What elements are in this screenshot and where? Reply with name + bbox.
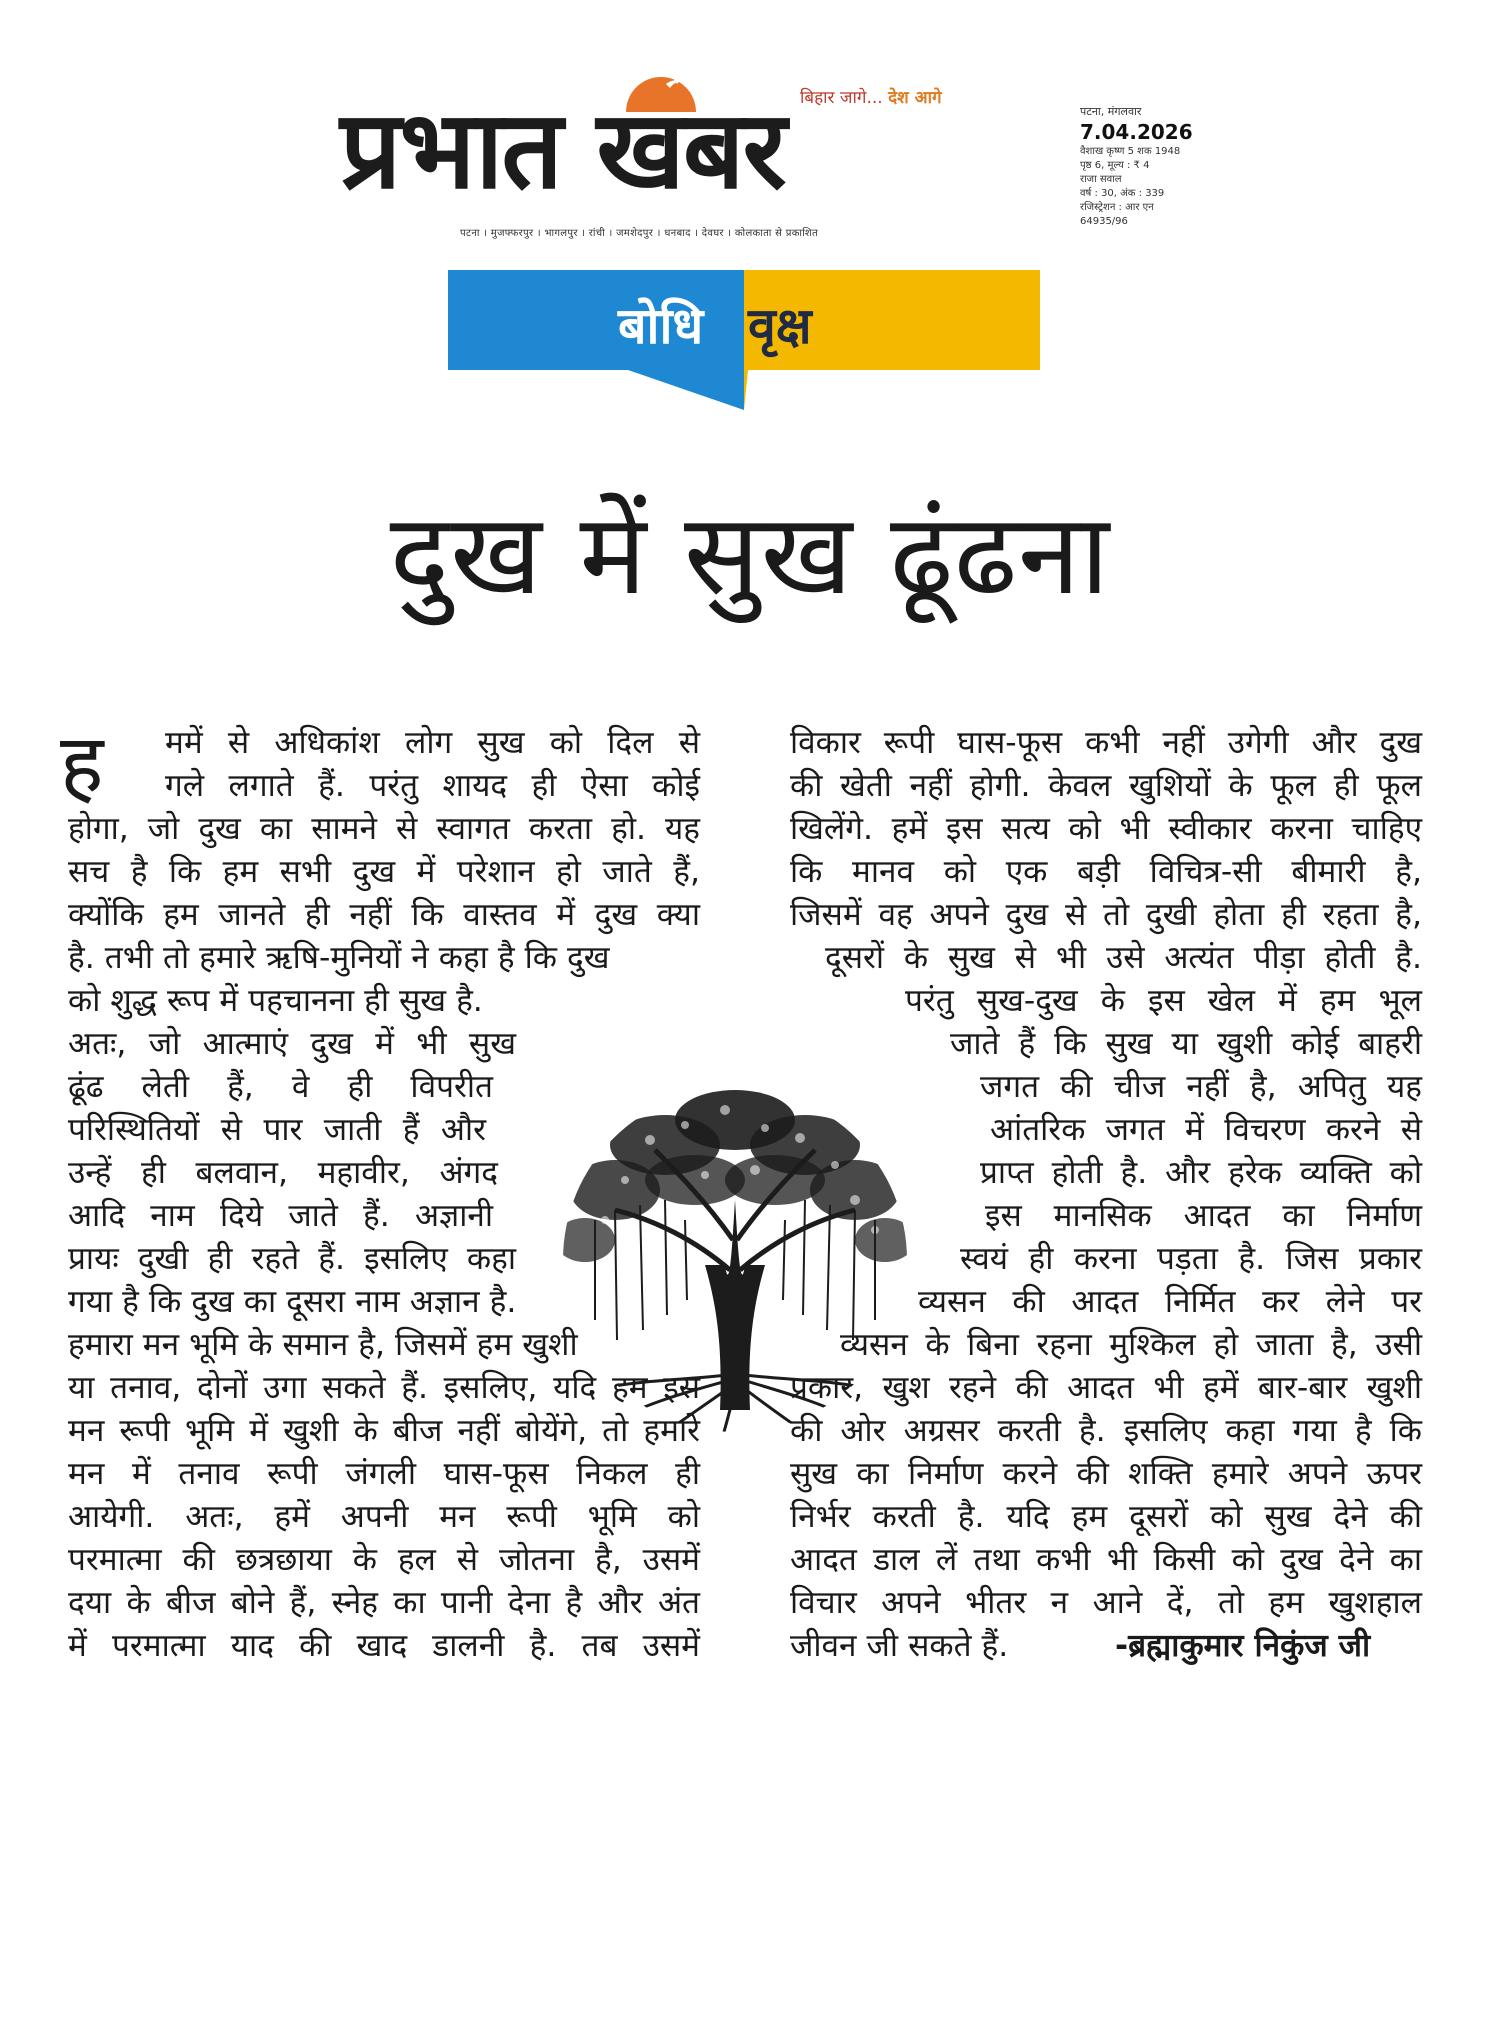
text-line: उन्हें ही बलवान, महावीर, अंगद	[68, 1155, 498, 1191]
text-line: व्यसन के बिना रहना मुश्किल हो जाता है, उसी	[840, 1327, 1422, 1363]
text-line: आदत डाल लें तथा कभी भी किसी को दुख देने का	[790, 1542, 1422, 1578]
date-block	[1080, 105, 1193, 229]
text-line: सच है कि हम सभी दुख में परेशान हो जाते हैं,	[68, 854, 700, 890]
text-line: की ओर अग्रसर करती है. इसलिए कहा गया है कि	[790, 1413, 1422, 1449]
date-line: पृष्ठ 6, मूल्य : ₹ 4	[1080, 160, 1150, 171]
text-line: ढूंढ लेती हैं, वे ही विपरीत	[68, 1069, 493, 1105]
text-line: गया है कि दुख का दूसरा नाम अज्ञान है.	[68, 1284, 517, 1320]
tagline-part2: देश आगे	[888, 88, 942, 108]
drop-cap: ह	[60, 717, 104, 812]
text-line: जाते हैं कि सुख या खुशी कोई बाहरी	[950, 1026, 1422, 1062]
text-line: दूसरों के सुख से भी उसे अत्यंत पीड़ा होती है.	[825, 940, 1422, 976]
date-line: वर्ष : 30, अंक : 339	[1080, 188, 1165, 199]
newspaper-name: प्रभात खबर	[340, 88, 785, 213]
masthead	[340, 70, 960, 280]
text-line: गले लगाते हैं. परंतु शायद ही ऐसा कोई	[165, 768, 700, 804]
text-line: की खेती नहीं होगी. केवल खुशियों के फूल ही फूल	[790, 768, 1422, 804]
text-line: मन में तनाव रूपी जंगली घास-फूस निकल ही	[68, 1456, 700, 1492]
text-line: दया के बीज बोने हैं, स्नेह का पानी देना है और अंत	[68, 1585, 700, 1621]
text-line: है. तभी तो हमारे ऋषि-मुनियों ने कहा है कि दुख	[68, 940, 610, 976]
tagline	[800, 85, 942, 108]
text-line: अतः, जो आत्माएं दुख में भी सुख	[68, 1026, 516, 1062]
text-line: आदि नाम दिये जाते हैं. अज्ञानी	[68, 1198, 493, 1234]
text-line: परंतु सुख-दुख के इस खेल में हम भूल	[905, 983, 1422, 1019]
text-line: आयेगी. अतः, हमें अपनी मन रूपी भूमि को	[68, 1499, 700, 1535]
editions-line: पटना । मुजफ्फरपुर । भागलपुर । रांची । जमशेदपुर । धनबाद । देवघर । कोलकाता से प्रकाशित	[460, 228, 818, 239]
text-line: व्यसन की आदत निर्मित कर लेने पर	[918, 1284, 1422, 1320]
text-line: इस मानसिक आदत का निर्माण	[985, 1198, 1422, 1234]
text-line: प्रायः दुखी ही रहते हैं. इसलिए कहा	[68, 1241, 516, 1277]
date-line: राजा सवाल	[1080, 174, 1122, 185]
text-line: जीवन जी सकते हैं.	[790, 1628, 1009, 1664]
tree-illustration	[555, 1080, 915, 1440]
text-line: विकार रूपी घास-फूस कभी नहीं उगेगी और दुख	[790, 725, 1422, 761]
date-line: रजिस्ट्रेशन : आर एन 64935/96	[1080, 202, 1154, 227]
text-line: हमारा मन भूमि के समान है, जिसमें हम खुशी	[68, 1327, 578, 1363]
city-day: पटना, मंगलवार	[1080, 105, 1142, 118]
text-line: क्योंकि हम जानते ही नहीं कि वास्तव में दुख क्या	[68, 897, 700, 933]
article-headline: दुख में सुख ढूंढना	[389, 490, 1111, 620]
text-line: या तनाव, दोनों उगा सकते हैं. इसलिए, यदि हम इस	[68, 1370, 700, 1406]
date-line: वैशाख कृष्ण 5 शक 1948	[1080, 146, 1181, 157]
author-byline: -ब्रह्माकुमार निकुंज जी	[1115, 1628, 1371, 1664]
text-line: में परमात्मा याद की खाद डालनी है. तब उसमें	[68, 1628, 700, 1664]
text-line: प्रकार, खुश रहने की आदत भी हमें बार-बार खुशी	[790, 1370, 1422, 1406]
section-banner	[448, 270, 1040, 418]
text-line: विचार अपने भीतर न आने दें, तो हम खुशहाल	[790, 1585, 1422, 1621]
text-line: आंतरिक जगत में विचरण करने से	[990, 1112, 1422, 1148]
text-line: खिलेंगे. हमें इस सत्य को भी स्वीकार करना चाहिए	[790, 811, 1422, 847]
text-line: को शुद्ध रूप में पहचानना ही सुख है.	[68, 983, 483, 1019]
banner-word-vriksh: वृक्ष	[748, 297, 812, 355]
text-line: कि मानव को एक बड़ी विचित्र-सी बीमारी है,	[790, 854, 1422, 890]
banner-word-bodhi: बोधि	[618, 297, 704, 355]
issue-date: 7.04.2026	[1080, 120, 1193, 144]
text-line: सुख का निर्माण करने की शक्ति हमारे अपने ऊपर	[790, 1456, 1422, 1492]
text-line: परिस्थितियों से पार जाती हैं और	[68, 1112, 486, 1148]
tagline-part1: बिहार जागे...	[800, 88, 883, 108]
text-line: जगत की चीज नहीं है, अपितु यह	[980, 1069, 1422, 1105]
text-line: परमात्मा की छत्रछाया के हल से जोतना है, उसमें	[68, 1542, 700, 1578]
text-line: मन रूपी भूमि में खुशी के बीज नहीं बोयेंगे, तो हमारे	[68, 1413, 700, 1449]
tree-of-life-icon	[555, 1080, 915, 1440]
text-line: होगा, जो दुख का सामने से स्वागत करता हो. यह	[68, 811, 700, 847]
text-line: निर्भर करती है. यदि हम दूसरों को सुख देने की	[790, 1499, 1422, 1535]
text-line: जिसमें वह अपने दुख से तो दुखी होता ही रहता है,	[790, 897, 1422, 933]
text-line: ममें से अधिकांश लोग सुख को दिल से	[165, 725, 700, 761]
text-line: प्राप्त होती है. और हरेक व्यक्ति को	[980, 1155, 1422, 1191]
text-line: स्वयं ही करना पड़ता है. जिस प्रकार	[960, 1241, 1422, 1277]
banner-background	[448, 270, 1040, 418]
